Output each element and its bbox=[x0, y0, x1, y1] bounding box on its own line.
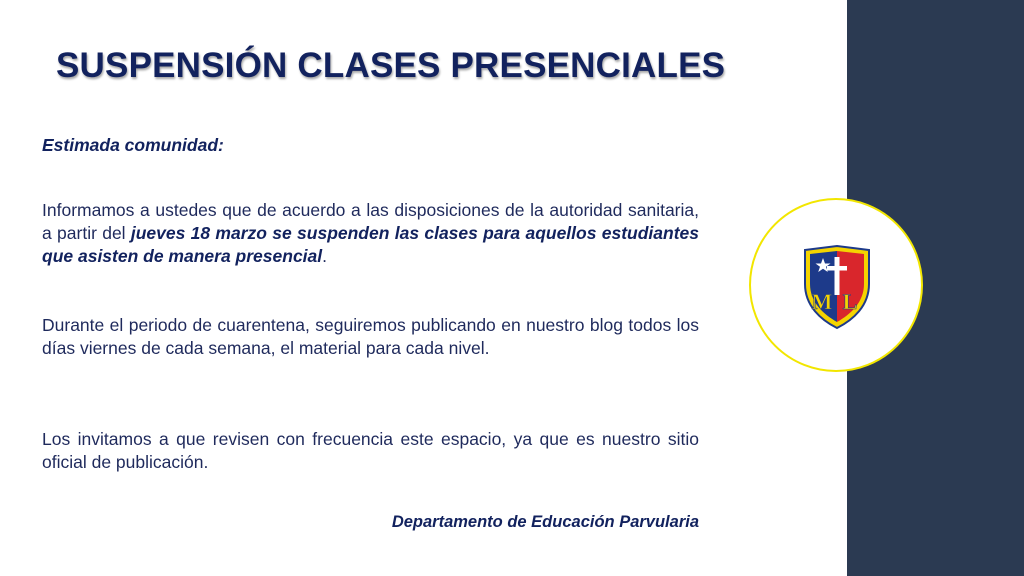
logo-circle bbox=[749, 198, 923, 372]
paragraph-announcement-start: Informamos a ustedes que de acuerdo a las disposiciones de la autoridad sanitaria, a partir del bbox=[42, 200, 699, 243]
school-shield-logo bbox=[801, 244, 873, 330]
paragraph-announcement bbox=[42, 199, 699, 268]
logo-monogram-m: M bbox=[811, 289, 833, 314]
paragraph-invitation: Los invitamos a que revisen con frecuencia este espacio, ya que es nuestro sitio oficial de publicación. bbox=[42, 429, 699, 472]
signature: Departamento de Educación Parvularia bbox=[391, 513, 699, 531]
paragraph-announcement-end: . bbox=[322, 246, 328, 266]
greeting: Estimada comunidad: bbox=[42, 135, 224, 155]
logo-monogram-l: L bbox=[842, 289, 858, 314]
paragraph-announcement-emphasis: jueves 18 marzo se suspenden las clases para aquellos estudiantes que asisten de manera presencial bbox=[42, 223, 700, 266]
page-title: SUSPENSIÓN CLASES PRESENCIALES bbox=[56, 46, 726, 85]
paragraph-quarantine: Durante el periodo de cuarentena, seguiremos publicando en nuestro blog todos los días viernes de cada semana, el material para cada nivel. bbox=[42, 315, 699, 358]
cross-icon bbox=[835, 257, 840, 295]
